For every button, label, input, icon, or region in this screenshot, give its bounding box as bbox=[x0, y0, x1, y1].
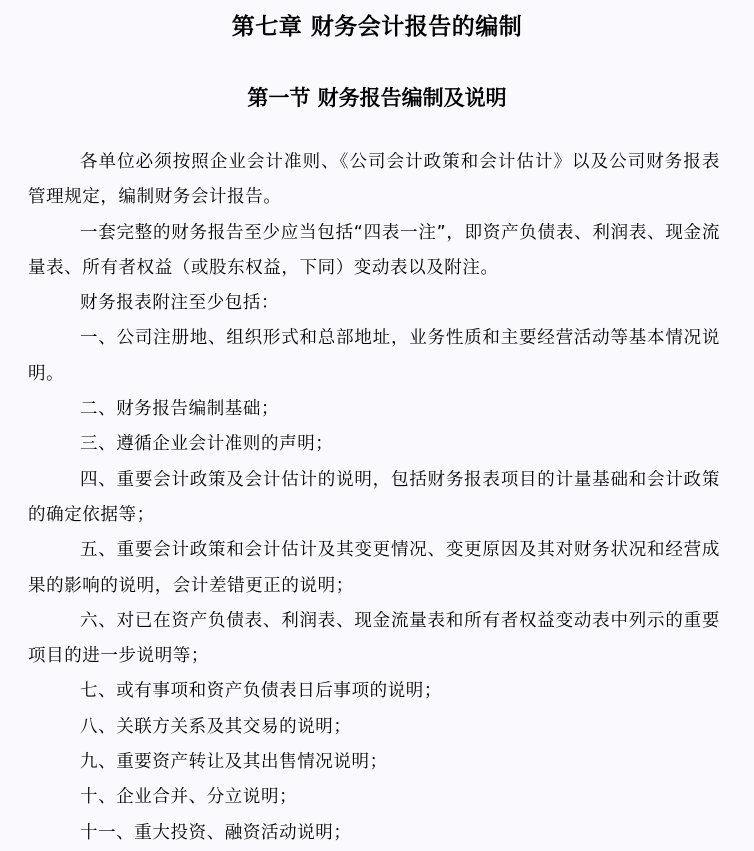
list-item: 一、公司注册地、组织形式和总部地址，业务性质和主要经营活动等基本情况说明。 bbox=[28, 328, 720, 384]
list-item: 三、遵循企业会计准则的声明； bbox=[80, 434, 334, 455]
list-item: 十一、重大投资、融资活动说明； bbox=[80, 822, 352, 843]
list-item: 二、财务报告编制基础； bbox=[80, 399, 280, 420]
section-title: 第一节 财务报告编制及说明 bbox=[247, 86, 507, 110]
paragraph: 财务报表附注至少包括： bbox=[80, 293, 280, 314]
list-item: 九、重要资产转让及其出售情况说明； bbox=[80, 752, 388, 773]
list-item: 四、重要会计政策及会计估计的说明，包括财务报表项目的计量基础和会计政策的确定依据等； bbox=[28, 469, 720, 525]
document-body bbox=[28, 145, 720, 851]
list-item: 七、或有事项和资产负债表日后事项的说明； bbox=[80, 681, 442, 702]
list-item: 十、企业合并、分立说明； bbox=[80, 787, 298, 808]
chapter-title: 第七章 财务会计报告的编制 bbox=[231, 14, 523, 40]
paragraph: 一套完整的财务报告至少应当包括“四表一注”，即资产负债表、利润表、现金流量表、所有者权益（或股东权益，下同）变动表以及附注。 bbox=[28, 222, 720, 278]
list-item: 五、重要会计政策和会计估计及其变更情况、变更原因及其对财务状况和经营成果的影响的说明，会计差错更正的说明； bbox=[28, 540, 720, 596]
paragraph: 各单位必须按照企业会计准则、《公司会计政策和会计估计》以及公司财务报表管理规定，编制财务会计报告。 bbox=[28, 152, 720, 208]
list-item: 八、关联方关系及其交易的说明； bbox=[80, 716, 352, 737]
list-item: 六、对已在资产负债表、利润表、现金流量表和所有者权益变动表中列示的重要项目的进一步说明等； bbox=[28, 610, 720, 667]
